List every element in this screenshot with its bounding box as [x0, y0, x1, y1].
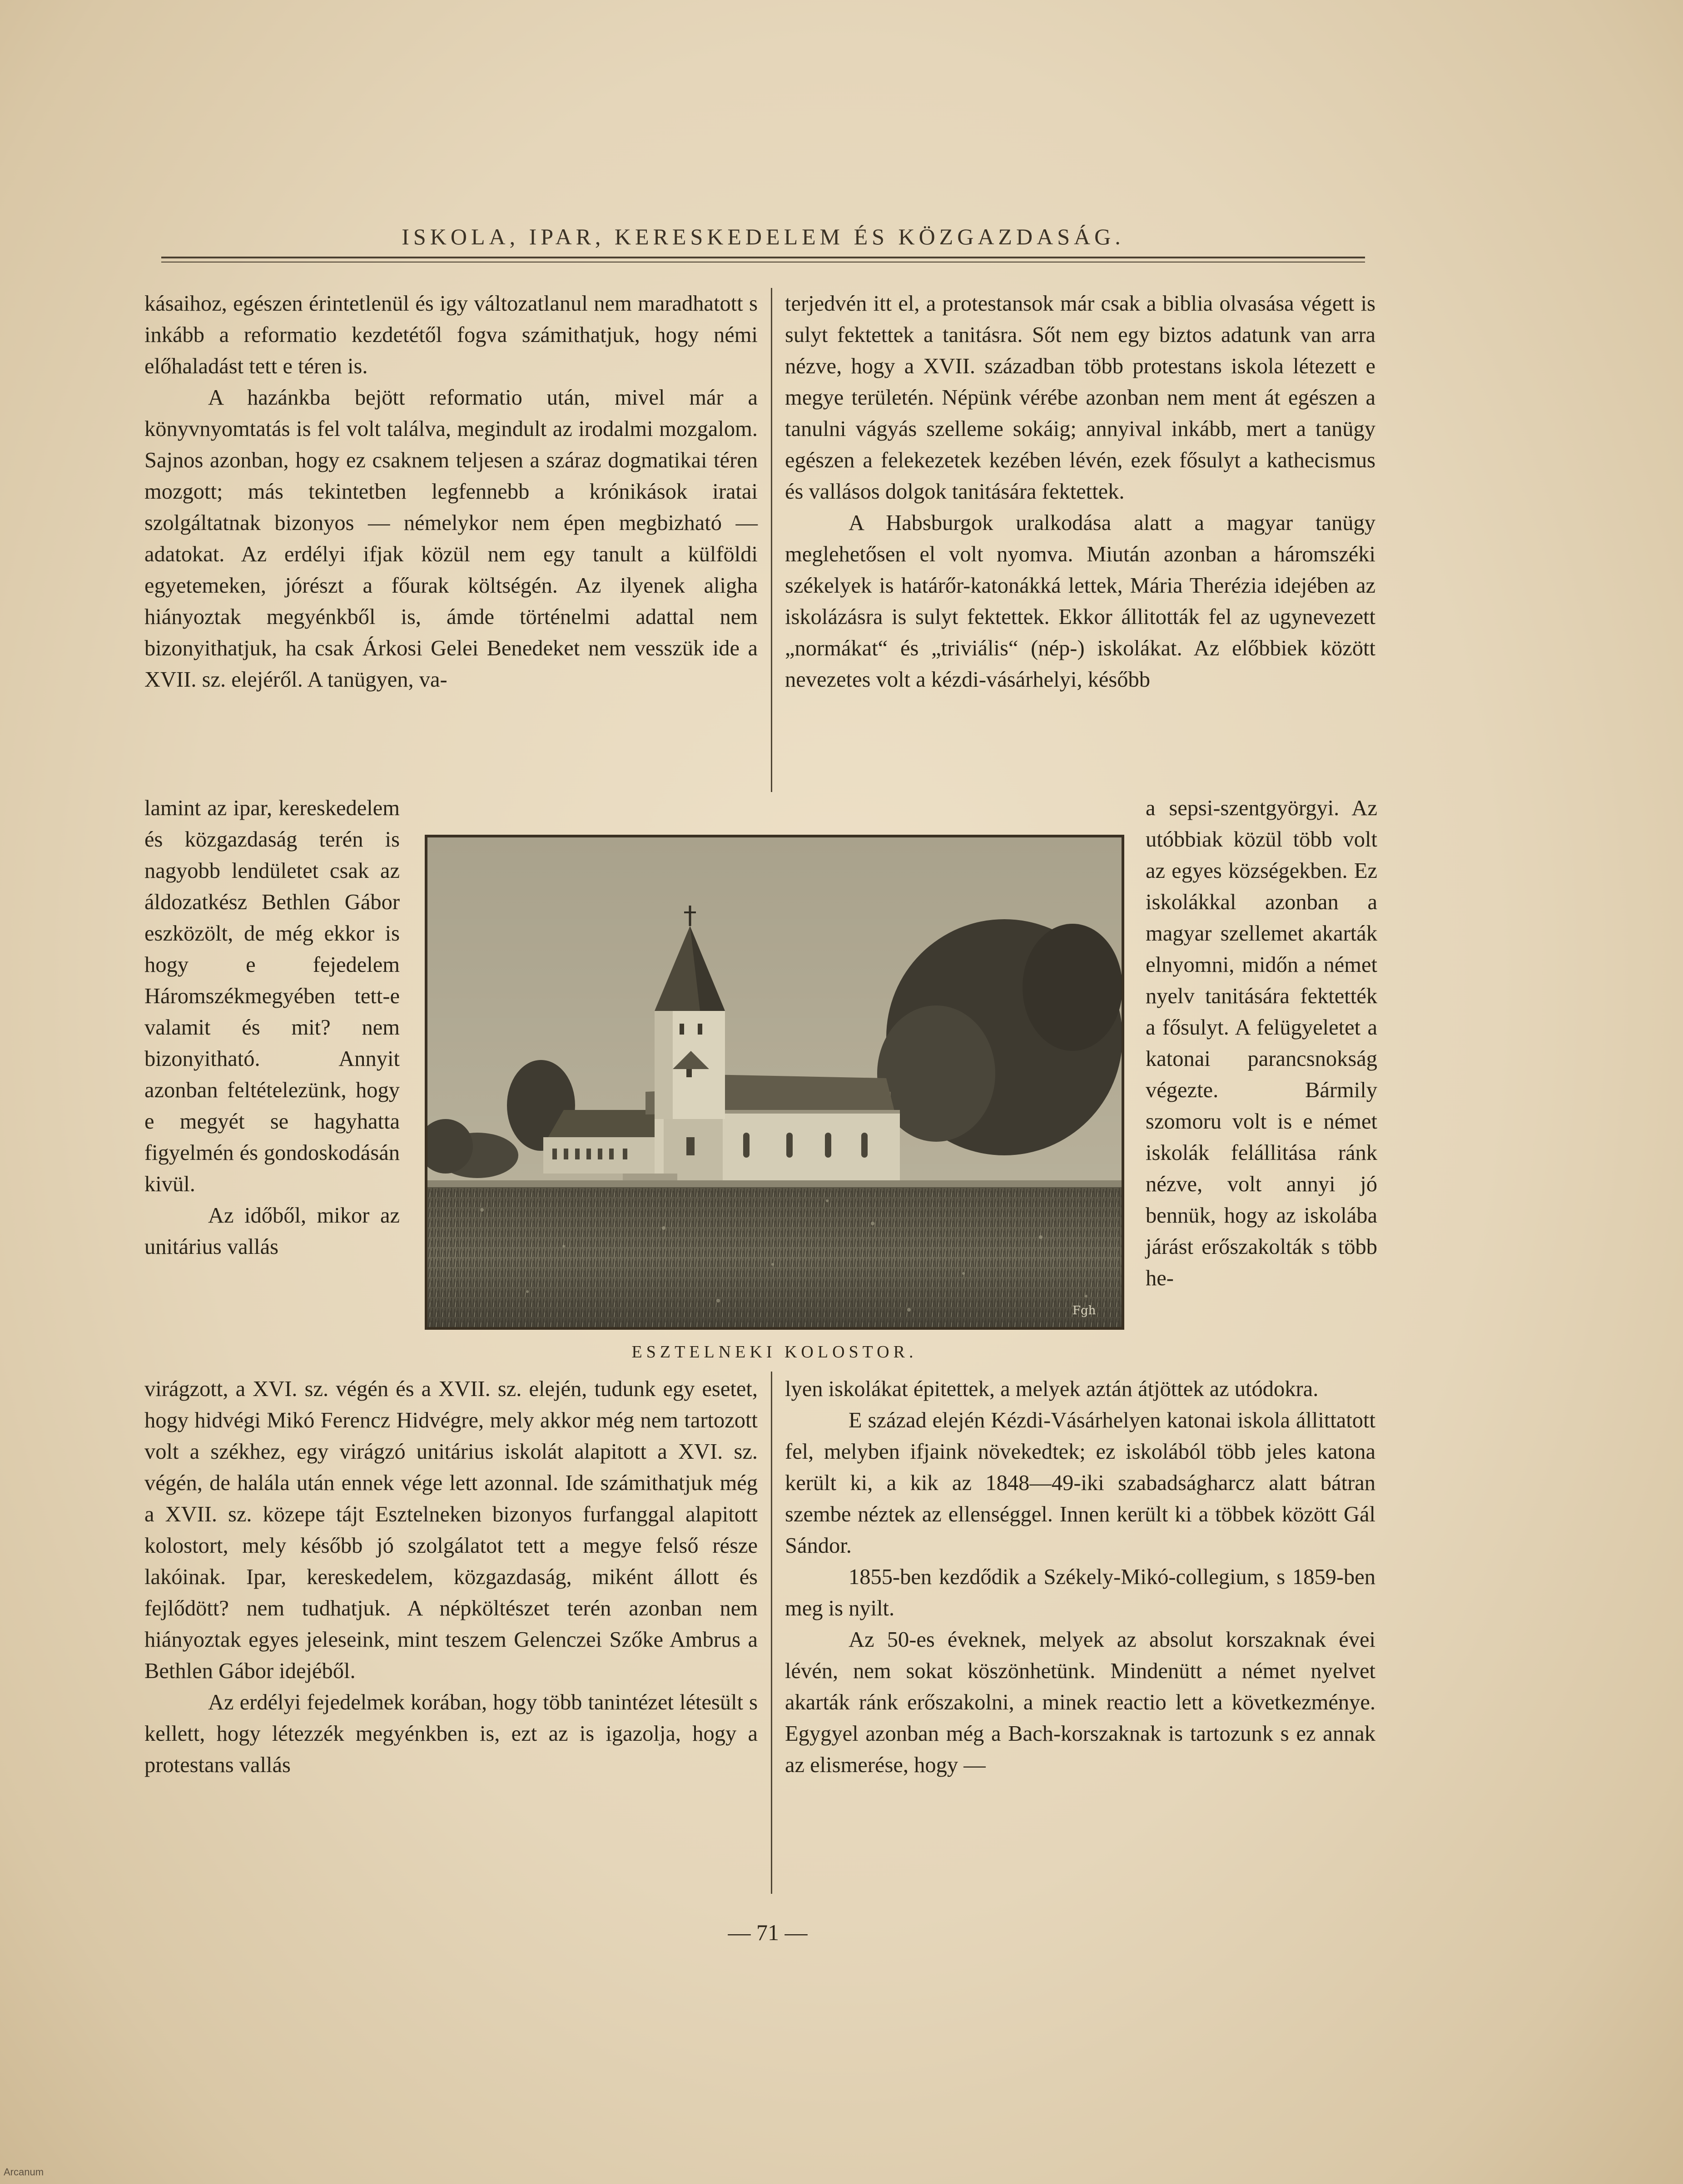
paragraph: virágzott, a XVI. sz. végén és a XVII. sz. elején, tudunk egy esetet, hogy hidvégi Mikó Ferencz Hidvégre, mely akkor még nem tartozott volt a székhez, egy virágzó unitárius iskolát alapitott a XVI. sz. végén, de halála után ennek vége lett azonnal. Ide számithatjuk még a XVII. sz. közepe tájt Esztelneken bizonyos furfanggal alapitott kolostort, mely később jó szolgálatot tett a megye felső része lakóinak. Ipar, kereskedelem, közgazdaság, miként állott és fejlődött? nem tudhatjuk. A népköltészet terén azonban nem hiányoztak egyes jeleseink, mint teszem Gelenczei Szőke Ambrus a Bethlen Gábor idejéből. — [144, 1377, 758, 1683]
engraver-signature: Fgh — [1072, 1304, 1096, 1317]
archive-watermark: Arcanum — [4, 2166, 44, 2178]
paragraph: A hazánkba bejött reformatio után, mivel már a könyvnyomtatás is fel volt találva, megindult az irodalmi mozgalom. Sajnos azonban, hogy ez csaknem teljesen a száraz dogmatikai téren mozgott; más tekintetben legfennebb a krónikások iratai szolgáltatnak bizonyos — némelykor nem épen megbizható — adatokat. Az erdélyi ifjak közül nem egy tanult a külföldi egyetemeken, jórészt a főurak költségén. Az ilyenek aligha hiányoztak megyénkből is, ámde történelmi adattal nem bizonyithatjuk, ha csak Árkosi Gelei Benedeket nem vesszük ide a XVII. sz. elejéről. A tanügyen, va- — [144, 386, 758, 692]
header-rule-thick — [161, 257, 1365, 258]
figure-caption: ESZTELNEKI KOLOSTOR. — [631, 1342, 918, 1362]
left-column-wrap — [144, 792, 400, 1263]
paragraph: Az 50-es éveknek, melyek az absolut korszaknak évei lévén, nem sokat köszönhetünk. Mindenütt a német nyelvet akarták ránk erőszakolni, a minek reactio lett a következménye. Egygyel azonban még a Bach-korszaknak is tartozunk s ez annak az elismerése, hogy — — [785, 1628, 1375, 1777]
column-divider-top — [771, 288, 772, 792]
church-photograph — [425, 835, 1124, 1330]
paragraph: lyen iskolákat épitettek, a melyek aztán átjöttek az utódokra. — [785, 1377, 1319, 1401]
paragraph: Az erdélyi fejedelmek korában, hogy több tanintézet létesült s kellett, hogy létezzék megyénkben is, ezt az is igazolja, hogy a protestans vallás — [144, 1690, 758, 1777]
column-divider-bottom — [771, 1372, 772, 1894]
photo-illustration — [427, 837, 1122, 1327]
running-head: ISKOLA, IPAR, KERESKEDELEM ÉS KÖZGAZDASÁG. — [402, 224, 1125, 249]
left-column-bottom — [144, 1373, 758, 1781]
left-column-top — [144, 288, 758, 695]
paragraph: lamint az ipar, kereskedelem és közgazdaság terén is nagyobb lendületet csak az áldozatkész Bethlen Gábor eszközölt, de még ekkor is hogy e fejedelem Háromszékmegyében tett-e valamit és mit? nem bizonyitható. Annyit azonban feltételezünk, hogy e megyét se hagyhatta figyelmén és gondoskodásán kivül. — [144, 796, 400, 1196]
paragraph: a sepsi-szentgyörgyi. Az utóbbiak közül több volt az egyes községekben. Ez iskolákkal azonban a magyar szellemet akarták elnyomni, midőn a német nyelv tanitására fektették a fősulyt. A felügyeletet a katonai parancsnokság végezte. Bármily szomoru volt is e német iskolák felállitása ránk nézve, volt annyi jó bennük, hogy az iskolába járást erőszakolták s több he- — [1146, 796, 1377, 1290]
paragraph: terjedvén itt el, a protestansok már csak a biblia olvasása végett is sulyt fektettek a tanitásra. Sőt nem egy biztos adatunk van arra nézve, hogy a XVII. században több protestans iskola létezett e megye területén. Népünk vérébe azonban nem ment át egészen a tanulni vágyás szelleme sokáig; annyival inkább, mert a tanügy egészen a felekezetek kezében lévén, ezek fősulyt a kathecismus és vallásos dolgok tanitására fektettek. — [785, 292, 1375, 504]
paragraph: E század elején Kézdi-Vásárhelyen katonai iskola állittatott fel, melyben ifjaink növekedtek; ez iskolából több jeles katona került ki, a kik az 1848—49-iki szabadságharcz alatt bátran szembe néztek az ellenséggel. Innen került ki a többek között Gál Sándor. — [785, 1408, 1375, 1558]
paragraph: kásaihoz, egészen érintetlenül és igy változatlanul nem maradhatott s inkább a reformatio kezdetétől fogva számithatjuk, hogy némi előhaladást tett e téren is. — [144, 292, 758, 378]
right-column-bottom — [785, 1373, 1375, 1781]
paragraph: A Habsburgok uralkodása alatt a magyar tanügy meglehetősen el volt nyomva. Miután azonban a háromszéki székelyek is határőr-katonákká lettek, Mária Therézia idejében az iskolázásra is sulyt fektettek. Ekkor állitották fel az ugynevezett „normákat“ és „triviális“ (nép-) iskolákat. Az előbbiek között nevezetes volt a kézdi-vásárhelyi, később — [785, 511, 1375, 692]
right-column-top — [785, 288, 1375, 695]
paragraph: Az időből, mikor az unitárius vallás — [144, 1203, 400, 1259]
right-column-wrap — [1146, 792, 1377, 1294]
paragraph: 1855-ben kezdődik a Székely-Mikó-collegium, s 1859-ben meg is nyilt. — [785, 1565, 1375, 1620]
page-number: — 71 — — [728, 1920, 808, 1945]
